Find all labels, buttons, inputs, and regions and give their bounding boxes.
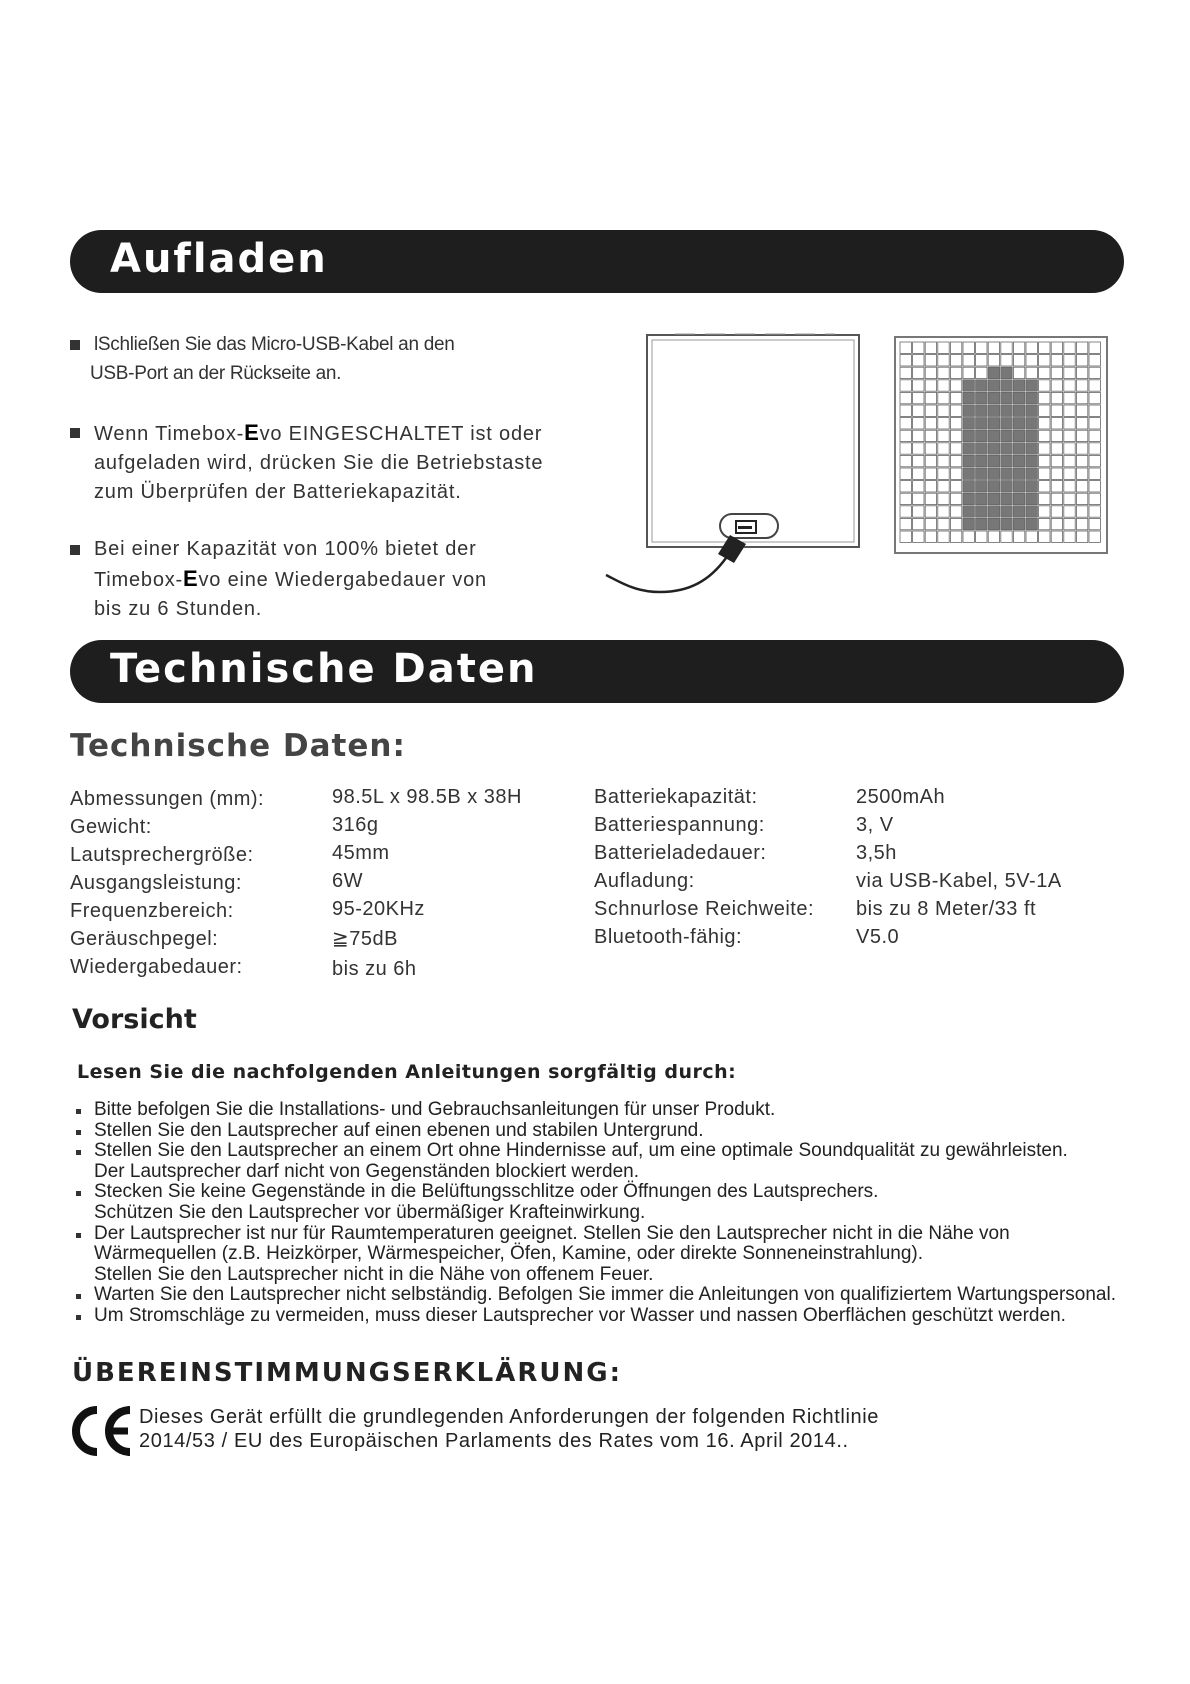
spec-cell: Abmessungen (mm): xyxy=(70,788,265,810)
caution-line: Bitte befolgen Sie die Installations- und Gebrauchsanleitungen für unser Produkt. xyxy=(94,1099,776,1120)
caution-subheading: Lesen Sie die nachfolgenden Anleitungen sorgfältig durch: xyxy=(77,1061,737,1083)
caution-heading: Vorsicht xyxy=(72,1004,197,1035)
spec-cell: Batterieladedauer: xyxy=(594,842,767,864)
spec-cell: Ausgangsleistung: xyxy=(70,872,242,894)
caution-line: Schützen Sie den Lautsprecher vor übermäßiger Krafteinwirkung. xyxy=(94,1201,646,1223)
caution-item xyxy=(74,1224,1134,1286)
spec-cell: via USB-Kabel, 5V-1A xyxy=(856,870,1062,892)
conformity-heading: ÜBEREINSTIMMUNGSERKLÄRUNG: xyxy=(72,1358,622,1388)
spec-cell: Schnurlose Reichweite: xyxy=(594,898,814,920)
spec-cell: Batteriekapazität: xyxy=(594,786,758,808)
bullet-square-icon xyxy=(70,545,80,555)
spec-cell: 316g xyxy=(332,814,379,836)
charging-bullet-2 xyxy=(70,418,543,507)
caution-item xyxy=(74,1182,1134,1223)
conformity-text xyxy=(139,1405,879,1453)
spec-cell: 45mm xyxy=(332,842,390,864)
bullet-text-line: lSchließen Sie das Micro-USB-Kabel an den xyxy=(94,334,455,355)
brand-letter: E xyxy=(183,566,199,591)
charging-bullet-1 xyxy=(70,330,455,388)
caution-line: Stellen Sie den Lautsprecher an einem Ort ohne Hindernisse auf, um eine optimale Soundqualität zu gewährleisten. xyxy=(94,1140,1068,1162)
caution-item xyxy=(74,1285,1134,1306)
section-title: Aufladen xyxy=(110,236,328,282)
spec-cell: 2500mAh xyxy=(856,786,946,808)
spec-cell: Batteriespannung: xyxy=(594,814,765,836)
bullet-text: Timebox- xyxy=(94,569,184,591)
spec-left-values xyxy=(332,786,522,986)
caution-item xyxy=(74,1306,1134,1327)
spec-cell: bis zu 6h xyxy=(332,958,417,980)
charging-bullet-3 xyxy=(70,535,487,624)
spec-right-values xyxy=(856,786,1062,954)
section-banner-charging xyxy=(70,230,1124,293)
spec-cell: Lautsprechergröße: xyxy=(70,844,254,866)
spec-cell: V5.0 xyxy=(856,926,900,948)
spec-cell: Wiedergabedauer: xyxy=(70,956,243,978)
conformity-line: Dieses Gerät erfüllt die grundlegenden Anforderungen der folgenden Richtlinie xyxy=(139,1406,879,1428)
section-title: Technische Daten xyxy=(110,646,538,692)
caution-line: Der Lautsprecher darf nicht von Gegenständen blockiert werden. xyxy=(94,1160,639,1182)
spec-cell: 3,5h xyxy=(856,842,897,864)
caution-list xyxy=(74,1100,1134,1327)
usb-cable-icon xyxy=(600,330,870,600)
spec-cell: bis zu 8 Meter/33 ft xyxy=(856,898,1037,920)
caution-item xyxy=(74,1100,1134,1121)
spec-cell: 98.5L x 98.5B x 38H xyxy=(332,786,522,808)
caution-line: Um Stromschläge zu vermeiden, muss dieser Lautsprecher vor Wasser und nassen Oberflächen geschützt werden. xyxy=(94,1304,1066,1326)
bullet-text-line: aufgeladen wird, drücken Sie die Betriebstaste xyxy=(94,452,544,474)
caution-item xyxy=(74,1141,1134,1182)
caution-line: Warten Sie den Lautsprecher nicht selbständig. Befolgen Sie immer die Anleitungen von qualifiziertem Wartungspersonal. xyxy=(94,1284,1116,1306)
spec-cell: Gewicht: xyxy=(70,816,152,838)
spec-cell: ≧75dB xyxy=(332,928,398,950)
bullet-square-icon xyxy=(70,340,80,350)
spec-cell: 3, V xyxy=(856,814,894,836)
bullet-text-line: bis zu 6 Stunden. xyxy=(94,598,263,620)
spec-cell: 6W xyxy=(332,870,363,892)
bullet-text: vo EINGESCHALTET ist oder xyxy=(259,423,543,445)
battery-pixel-icon xyxy=(894,336,1108,554)
conformity-line: 2014/53 / EU des Europäischen Parlaments des Rates vom 16. April 2014.. xyxy=(139,1430,849,1452)
ce-mark-icon xyxy=(70,1404,134,1458)
spec-cell: Frequenzbereich: xyxy=(70,900,234,922)
caution-line: Stecken Sie keine Gegenstände in die Belüftungsschlitze oder Öffnungen des Lautsprechers. xyxy=(94,1181,879,1203)
spec-cell: Bluetooth-fähig: xyxy=(594,926,743,948)
spec-cell: Aufladung: xyxy=(594,870,695,892)
bullet-text: Wenn Timebox- xyxy=(94,423,245,445)
caution-line: Stellen Sie den Lautsprecher nicht in die Nähe von offenem Feuer. xyxy=(94,1263,654,1285)
bullet-text: vo eine Wiedergabedauer von xyxy=(198,569,487,591)
spec-cell: Geräuschpegel: xyxy=(70,928,219,950)
bullet-text-line: USB-Port an der Rückseite an. xyxy=(90,363,342,384)
specs-heading: Technische Daten: xyxy=(70,728,406,764)
caution-line: Der Lautsprecher ist nur für Raumtemperaturen geeignet. Stellen Sie den Lautsprecher nicht in die Nähe von xyxy=(94,1222,1010,1244)
caution-line: Wärmequellen (z.B. Heizkörper, Wärmespeicher, Öfen, Kamine, oder direkte Sonneneinstrahlung). xyxy=(94,1243,924,1265)
spec-right-labels xyxy=(594,786,814,954)
caution-line: Stellen Sie den Lautsprecher auf einen ebenen und stabilen Untergrund. xyxy=(94,1119,704,1141)
bullet-text-line: Bei einer Kapazität von 100% bietet der xyxy=(94,538,477,560)
bullet-square-icon xyxy=(70,428,80,438)
section-banner-tech xyxy=(70,640,1124,703)
spec-left-labels xyxy=(70,788,264,984)
brand-letter: E xyxy=(244,420,260,445)
caution-item xyxy=(74,1121,1134,1142)
bullet-text-line: zum Überprüfen der Batteriekapazität. xyxy=(94,481,462,503)
spec-cell: 95-20KHz xyxy=(332,898,425,920)
